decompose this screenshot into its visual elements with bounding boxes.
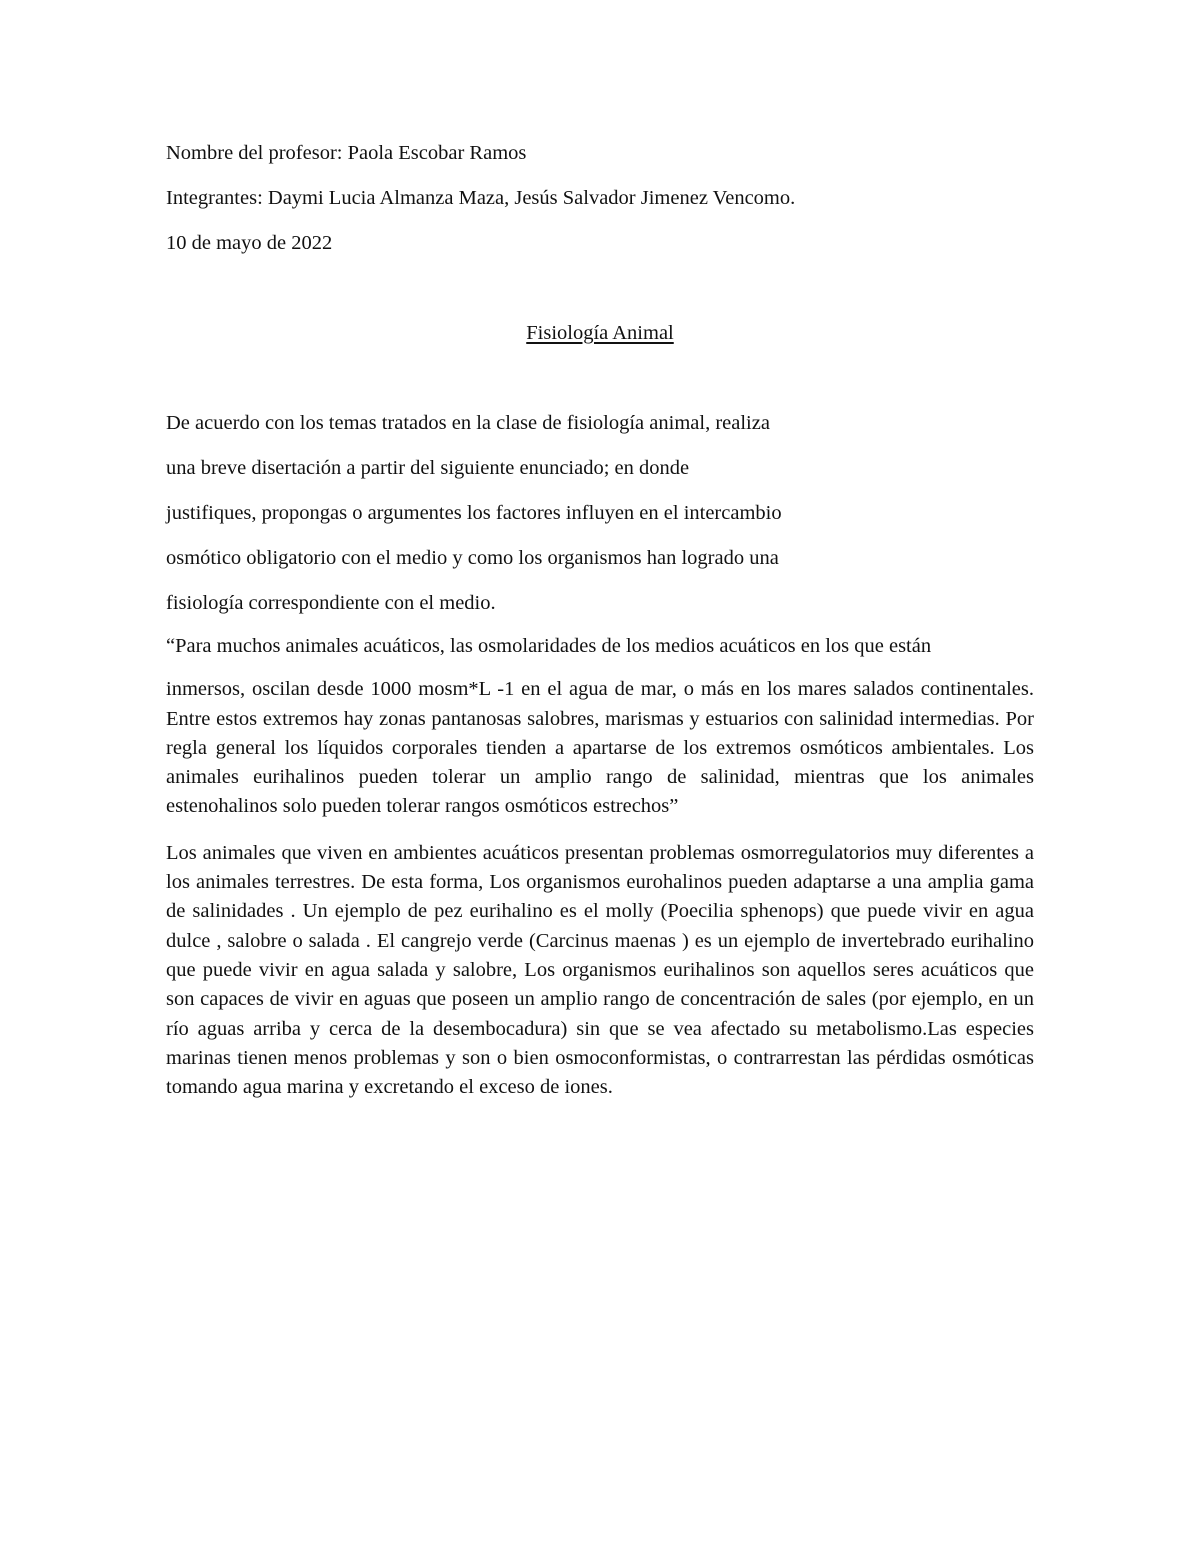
document-title: Fisiología Animal — [526, 322, 674, 344]
quote-body-paragraph: inmersos, oscilan desde 1000 mosm*L -1 en el agua de mar, o más en los mares salados continentales. Entre estos extremos hay zonas pantanosas salobres, marismas y estuarios con salinidad intermedias. Por regla general los líquidos corporales tienden a apartarse de los extremos osmóticos ambientales. Los animales eurihalinos pueden tolerar un amplio rango de salinidad, mientras que los animales estenohalinos solo pueden tolerar rangos osmóticos estrechos” — [166, 678, 1034, 818]
date-line: 10 de mayo de 2022 — [166, 232, 333, 254]
quote-opening-paragraph: “Para muchos animales acuáticos, las osmolaridades de los medios acuáticos en los que están — [166, 635, 932, 657]
members-line: Integrantes: Daymi Lucia Almanza Maza, Jesús Salvador Jimenez Vencomo. — [166, 187, 796, 209]
document-body — [166, 138, 1034, 1102]
prompt-line: fisiología correspondiente con el medio. — [166, 592, 496, 614]
prompt-line: justifiques, propongas o argumentes los factores influyen en el intercambio — [166, 502, 782, 524]
prompt-line: osmótico obligatorio con el medio y como los organismos han logrado una — [166, 547, 779, 569]
prompt-line: una breve disertación a partir del siguiente enunciado; en donde — [166, 457, 690, 479]
answer-paragraph: Los animales que viven en ambientes acuáticos presentan problemas osmorregulatorios muy diferentes a los animales terrestres. De esta forma, Los organismos eurohalinos pueden adaptarse a una amplia gama de salinidades . Un ejemplo de pez eurihalino es el molly (Poecilia sphenops) que puede vivir en agua dulce , salobre o salada . El cangrejo verde (Carcinus maenas ) es un ejemplo de invertebrado eurihalino que puede vivir en agua salada y salobre, Los organismos eurihalinos son aquellos seres acuáticos que son capaces de vivir en aguas que poseen un amplio rango de concentración de sales (por ejemplo, en un río aguas arriba y cerca de la desembocadura) sin que se vea afectado su metabolismo.Las especies marinas tienen menos problemas y son o bien osmoconformistas, o contrarrestan las pérdidas osmóticas tomando agua marina y excretando el exceso de iones. — [166, 841, 1034, 1099]
assignment-prompt — [166, 408, 1034, 618]
professor-line: Nombre del profesor: Paola Escobar Ramos — [166, 142, 527, 164]
prompt-line: De acuerdo con los temas tratados en la clase de fisiología animal, realiza — [166, 412, 770, 434]
